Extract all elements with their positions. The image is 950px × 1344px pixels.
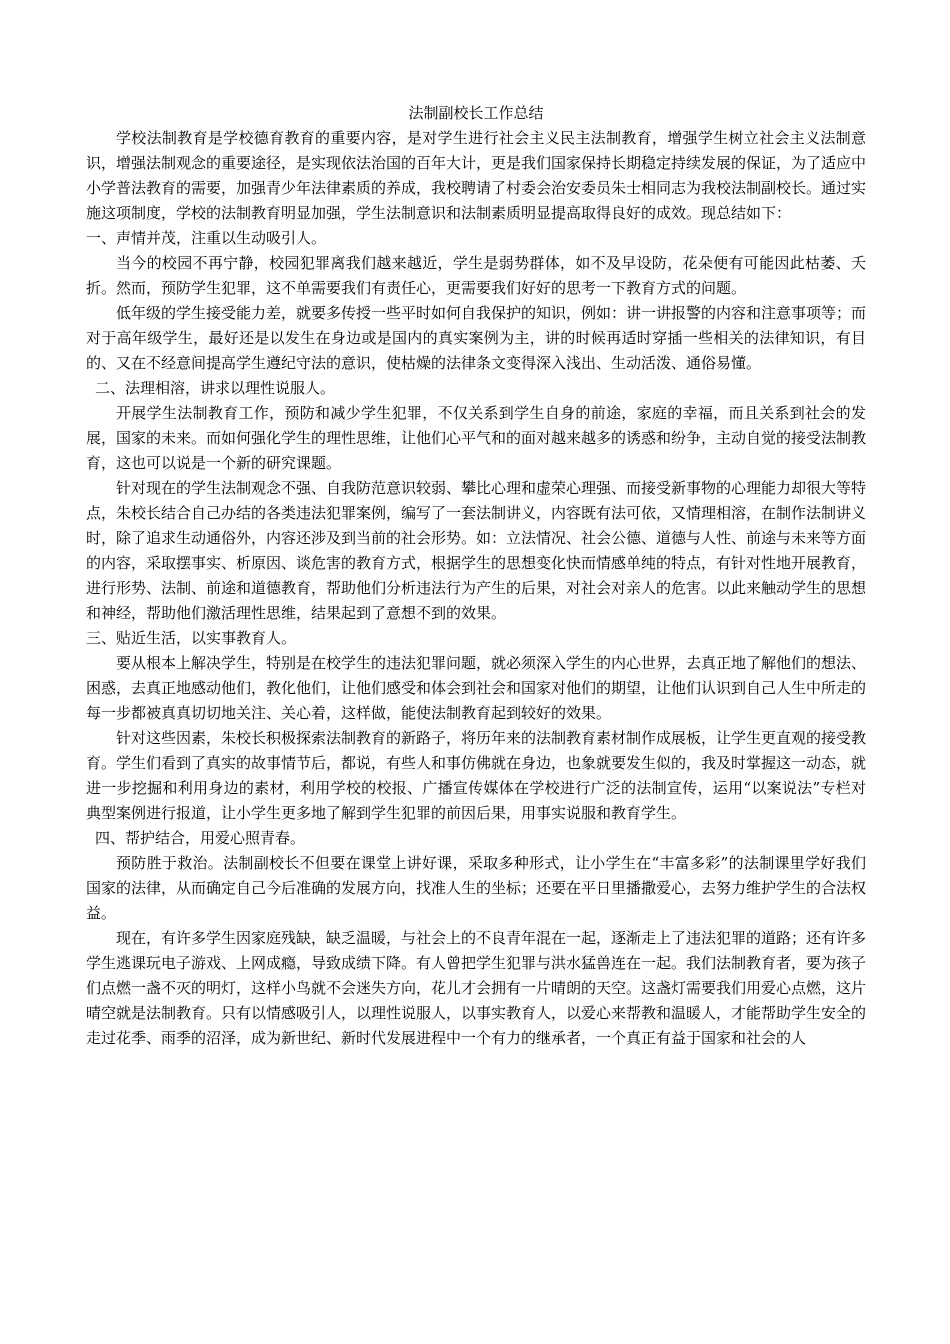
page-title: 法制副校长工作总结 bbox=[408, 104, 544, 122]
section-1-paragraph-1: 当今的校园不再宁静，校园犯罪离我们越来越近，学生是弱势群体，如不及早设防，花朵便有可能因此枯萎、夭折。然而，预防学生犯罪，这不单需要我们有责任心，更需要我们好好的思考一下教育方式的问题。 bbox=[86, 254, 866, 297]
section-heading-2: 二、法理相溶，讲求以理性说服人。 bbox=[95, 379, 336, 397]
section-heading-4: 四、帮护结合，用爱心照青春。 bbox=[95, 829, 306, 847]
section-3-paragraph-1: 要从根本上解决学生，特别是在校学生的违法犯罪问题，就必须深入学生的内心世界，去真正地了解他们的想法、困惑，去真正地感动他们，教化他们，让他们感受和体会到社会和国家对他们的期望，让他们认识到自己人生中所走的每一步都被真真切切地关注、关心着，这样做，能使法制教育起到较好的效果。 bbox=[86, 654, 867, 722]
document-body bbox=[86, 101, 866, 1051]
section-3-paragraph-2: 针对这些因素，朱校长积极探索法制教育的新路子，将历年来的法制教育素材制作成展板，让学生更直观的接受教育。学生们看到了真实的故事情节后，都说，有些人和事仿佛就在身边，也象就要发生似的，我及时掌握这一动态，就进一步挖掘和利用身边的素材，利用学校的校报、广播宣传媒体在学校进行广泛的法制宣传，运用“以案说法”专栏对典型案例进行报道，让小学生更多地了解到学生犯罪的前因后果，用事实说服和教育学生。 bbox=[86, 729, 867, 822]
section-heading-3: 三、贴近生活，以实事教育人。 bbox=[86, 629, 297, 647]
section-4-paragraph-2: 现在，有许多学生因家庭残缺，缺乏温暖，与社会上的不良青年混在一起，逐渐走上了违法犯罪的道路；还有许多学生逃课玩电子游戏、上网成瘾，导致成绩下降。有人曾把学生犯罪与洪水猛兽连在一起。我们法制教育者，要为孩子们点燃一盏不灭的明灯，这样小鸟就不会迷失方向，花儿才会拥有一片晴朗的天空。这盏灯需要我们用爱心点燃，这片晴空就是法制教育。只有以情感吸引人，以理性说服人，以事实教育人，以爱心来帮教和温暖人，才能帮助学生安全的走过花季、雨季的沼泽，成为新世纪、新时代发展进程中一个有力的继承者，一个真正有益于国家和社会的人 bbox=[86, 929, 867, 1047]
section-2-paragraph-1: 开展学生法制教育工作，预防和减少学生犯罪，不仅关系到学生自身的前途，家庭的幸福，而且关系到社会的发展，国家的未来。而如何强化学生的理性思维，让他们心平气和的面对越来越多的诱惑和纷争，主动自觉的接受法制教育，这也可以说是一个新的研究课题。 bbox=[86, 404, 867, 472]
section-4-paragraph-1: 预防胜于救治。法制副校长不但要在课堂上讲好课，采取多种形式，让小学生在“丰富多彩”的法制课里学好我们国家的法律，从而确定自己今后准确的发展方向，找准人生的坐标；还要在平日里播撒爱心，去努力维护学生的合法权益。 bbox=[86, 854, 867, 922]
section-heading-1: 一、声情并茂，注重以生动吸引人。 bbox=[86, 229, 327, 247]
section-1-paragraph-2: 低年级的学生接受能力差，就要多传授一些平时如何自我保护的知识，例如：讲一讲报警的内容和注意事项等；而对于高年级学生，最好还是以发生在身边或是国内的真实案例为主，讲的时候再适时穿插一些相关的法律知识，有目的、又在不经意间提高学生遵纪守法的意识，使枯燥的法律条文变得深入浅出、生动活泼、通俗易懂。 bbox=[86, 304, 867, 372]
section-2-paragraph-2: 针对现在的学生法制观念不强、自我防范意识较弱、攀比心理和虚荣心理强、而接受新事物的心理能力却很大等特点，朱校长结合自己办结的各类违法犯罪案例，编写了一套法制讲义，内容既有法可依，又情理相溶，在制作法制讲义时，除了追求生动通俗外，内容还涉及到当前的社会形势。如：立法情况、社会公德、道德与人性、前途与未来等方面的内容，采取摆事实、析原因、谈危害的教育方式，根据学生的思想变化快而情感单纯的特点，有针对性地开展教育，进行形势、法制、前途和道德教育，帮助他们分析违法行为产生的后果，对社会对亲人的危害。以此来触动学生的思想和神经，帮助他们激活理性思维，结果起到了意想不到的效果。 bbox=[86, 479, 867, 622]
intro-paragraph: 学校法制教育是学校德育教育的重要内容，是对学生进行社会主义民主法制教育，增强学生树立社会主义法制意识，增强法制观念的重要途径，是实现依法治国的百年大计，更是我们国家保持长期稳定持续发展的保证，为了适应中小学普法教育的需要，加强青少年法律素质的养成，我校聘请了村委会治安委员朱士相同志为我校法制副校长。通过实施这项制度，学校的法制教育明显加强，学生法制意识和法制素质明显提高取得良好的成效。现总结如下： bbox=[86, 129, 867, 222]
